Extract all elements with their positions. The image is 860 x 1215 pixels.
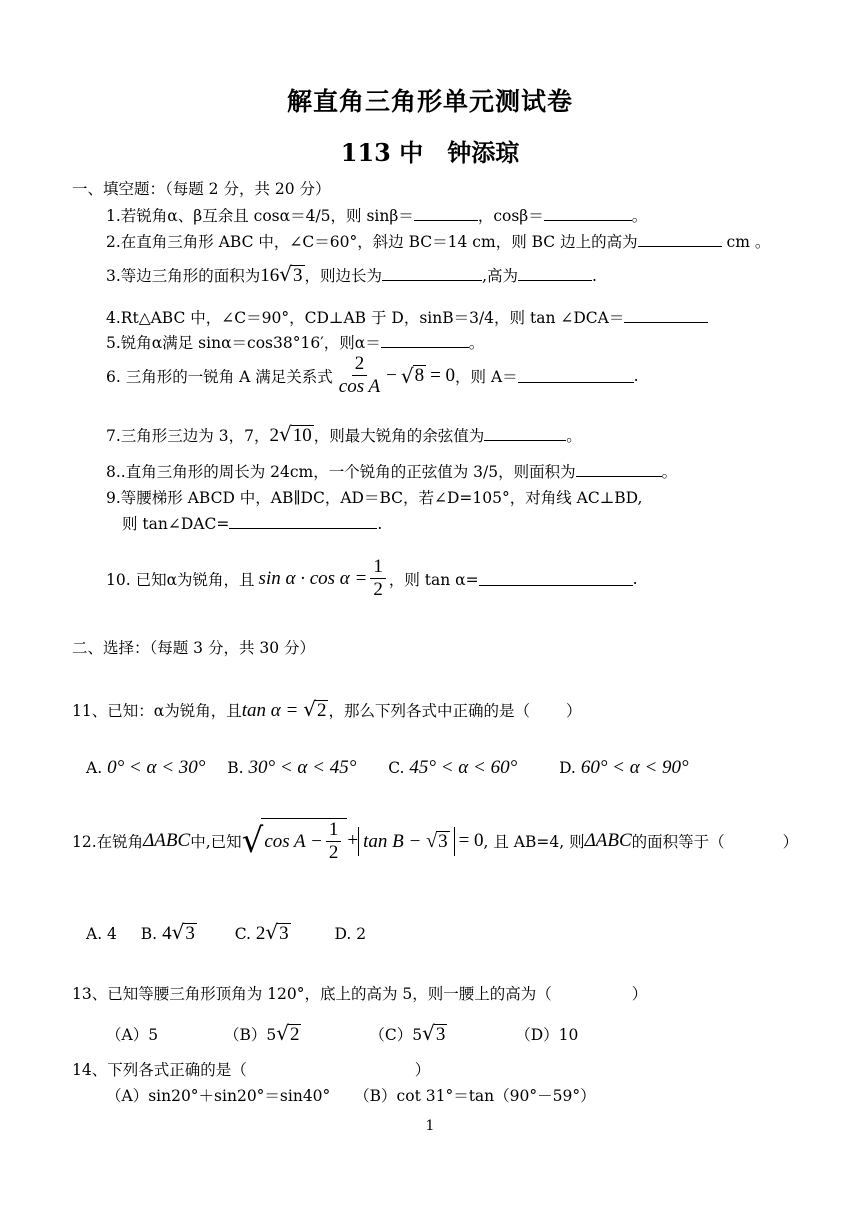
q12-text-b: 中,已知	[190, 833, 242, 852]
q3-coef: 16	[260, 265, 280, 286]
option-b-label: （B）5	[223, 1026, 277, 1044]
author-line: 113 中 钟添琼	[340, 138, 520, 167]
option-c-label: C.	[234, 925, 251, 943]
q3-radicand: 3	[293, 265, 303, 286]
q2-unit: cm 。	[726, 233, 771, 251]
sqrt-icon: √	[426, 830, 438, 853]
q6-radicand: 8	[414, 364, 425, 386]
q12-triangle: ΔABC	[143, 830, 191, 852]
q10-text-c: .	[632, 569, 638, 588]
q6-text-b: ，则 A＝	[455, 367, 518, 386]
q8-text-b: 。	[661, 463, 678, 481]
q3-text-c: ,高为	[482, 267, 518, 285]
q1-text: 1.若锐角α、β互余且 cosα＝4/5，则 sinβ＝	[106, 207, 414, 225]
q6-numerator: 2	[352, 353, 368, 376]
q12-text-c: , 且 AB=4, 则	[483, 833, 585, 852]
question-12-options	[86, 920, 366, 945]
q7-coef: 2	[269, 425, 279, 446]
question-14	[72, 1058, 430, 1080]
q12-text-d: 的面积等于（	[631, 833, 725, 852]
q12-tan: tan B −	[363, 831, 422, 853]
option-c-coef: 2	[255, 923, 266, 944]
option-d-label: D.	[559, 759, 576, 777]
sqrt-icon: √	[241, 821, 264, 862]
q12-denominator: 2	[328, 841, 339, 863]
q9-text-c: .	[377, 515, 383, 533]
option-a: A. 4	[86, 925, 117, 943]
q5-text: 5.锐角α满足 sinα＝cos38°16′，则α＝	[106, 334, 381, 352]
q1-text-c: 。	[631, 207, 648, 225]
q12-triangle-2: ΔABC	[584, 830, 632, 852]
q11-text-b: ，那么下列各式中正确的是（	[328, 702, 530, 720]
option-d: （D）10	[515, 1026, 579, 1044]
q11-expression: tan α =	[241, 700, 299, 721]
option-d: 60° < α < 90°	[580, 757, 689, 778]
answer-blank	[576, 462, 662, 477]
q12-cos: cos A −	[264, 830, 323, 852]
option-b-label: B.	[227, 759, 244, 777]
option-c: 45° < α < 60°	[409, 757, 518, 778]
option-b-radicand: 2	[289, 1024, 300, 1045]
q6-text-c: .	[633, 366, 639, 385]
answer-blank	[638, 232, 722, 247]
option-a: 0° < α < 30°	[107, 757, 206, 778]
q3-text: 3.等边三角形的面积为	[106, 267, 261, 285]
sqrt-icon: √	[265, 920, 279, 944]
q14-text: 14、下列各式正确的是（	[72, 1061, 247, 1079]
section-2-heading: 二、选择：（每题 3 分，共 30 分）	[72, 639, 316, 657]
option-b-radicand: 3	[185, 923, 195, 944]
sqrt-icon: √	[171, 920, 185, 944]
sqrt-icon: √	[303, 697, 316, 721]
q6-equals: = 0	[430, 364, 456, 386]
question-7	[106, 422, 582, 447]
page-number: 1	[425, 1118, 435, 1134]
sqrt-icon: √	[422, 1021, 435, 1045]
q12-radical	[261, 818, 347, 865]
question-12	[72, 818, 798, 865]
q6-minus: −	[386, 364, 397, 386]
answer-blank	[381, 333, 469, 348]
question-11-options	[86, 757, 689, 779]
q11-radicand: 2	[316, 700, 327, 721]
q11-text: 11、已知：α为锐角，且	[72, 702, 242, 720]
q12-text: 12.在锐角	[72, 833, 144, 852]
q12-equals: = 0	[458, 830, 484, 852]
option-c-label: （C）5	[369, 1026, 423, 1044]
q7-radicand: 10	[292, 425, 312, 446]
q3-text-d: .	[592, 267, 597, 285]
question-9	[106, 486, 642, 508]
option-b: （B）cot 31°＝tan（90°－59°）	[354, 1087, 596, 1105]
question-14-options	[106, 1084, 596, 1106]
question-9-line-2	[122, 512, 382, 534]
answer-blank	[479, 571, 633, 586]
q1-text-b: ，cosβ＝	[477, 207, 544, 225]
question-3	[106, 262, 597, 287]
q10-text-b: ，则 tan α=	[388, 570, 479, 589]
q5-text-b: 。	[468, 334, 485, 352]
option-b-label: B.	[140, 925, 158, 943]
question-5	[106, 331, 484, 353]
question-1	[106, 204, 647, 226]
q8-text: 8..直角三角形的周长为 24cm，一个锐角的正弦值为 3/5，则面积为	[106, 463, 576, 481]
q14-text-b: ）	[414, 1061, 431, 1079]
q10-denominator: 2	[373, 578, 383, 600]
q11-text-c: ）	[565, 702, 582, 720]
option-a-label: A.	[86, 759, 103, 777]
option-a: （A）5	[106, 1026, 159, 1044]
q12-plus: +	[347, 830, 359, 852]
page-title: 解直角三角形单元测试卷	[286, 87, 573, 116]
question-4	[106, 306, 708, 328]
option-d: D. 2	[334, 925, 367, 943]
option-c-radicand: 3	[435, 1024, 446, 1045]
q12-fraction	[326, 819, 342, 865]
option-c-label: C.	[388, 759, 405, 777]
q3-text-b: ，则边长为	[304, 267, 383, 285]
q12-abs	[358, 827, 454, 856]
q12-radicand: 3	[438, 831, 448, 853]
q10-fraction	[370, 556, 386, 602]
option-b: 30° < α < 45°	[248, 757, 357, 778]
q13-text: 13、已知等腰三角形顶角为 120°，底上的高为 5，则一腰上的高为（	[72, 985, 552, 1003]
question-8	[106, 460, 677, 482]
sqrt-icon: √	[279, 262, 293, 286]
q12-text-e: ）	[782, 833, 799, 852]
q12-numerator: 1	[326, 819, 342, 842]
q9-text-b: 则 tan∠DAC=	[122, 515, 230, 533]
answer-blank	[544, 206, 632, 221]
q9-text: 9.等腰梯形 ABCD 中，AB∥DC，AD＝BC，若∠D=105°，对角线 AC⊥BD,	[106, 489, 643, 507]
q7-text-c: 。	[566, 427, 582, 445]
answer-blank	[414, 206, 478, 221]
question-6	[106, 353, 639, 399]
answer-blank	[484, 426, 566, 441]
sqrt-icon: √	[276, 1021, 289, 1045]
q10-text: 10. 已知α为锐角，且	[106, 570, 255, 589]
section-1-heading: 一、填空题：（每题 2 分，共 20 分）	[72, 180, 331, 198]
option-c-radicand: 3	[279, 923, 289, 944]
option-b-coef: 4	[162, 923, 172, 944]
sqrt-icon: √	[400, 363, 414, 388]
question-13-options	[106, 1021, 578, 1046]
question-2	[106, 230, 770, 252]
answer-blank	[518, 368, 634, 383]
question-10	[106, 556, 638, 602]
answer-blank	[229, 514, 377, 529]
option-a: （A）sin20°＋sin20°＝sin40°	[106, 1087, 331, 1105]
question-13	[72, 982, 647, 1004]
sqrt-icon: √	[278, 422, 292, 446]
q6-denominator: cos A	[338, 375, 381, 397]
q6-text: 6. 三角形的一锐角 A 满足关系式	[106, 367, 333, 386]
q4-text: 4.Rt△ABC 中，∠C＝90°，CD⊥AB 于 D，sinB＝3/4，则 tan ∠DCA＝	[106, 309, 625, 327]
q7-text: 7.三角形三边为 3，7，	[106, 427, 270, 445]
q2-text: 2.在直角三角形 ABC 中，∠C＝60°，斜边 BC＝14 cm，则 BC 边上的高为	[106, 233, 638, 251]
answer-blank	[624, 308, 708, 323]
q10-numerator: 1	[370, 556, 386, 579]
q6-fraction	[336, 353, 383, 399]
question-11	[72, 697, 582, 722]
q7-text-b: ，则最大锐角的余弦值为	[313, 427, 485, 445]
answer-blank	[382, 266, 482, 281]
q10-expression: sin α · cos α =	[258, 567, 368, 589]
q13-text-b: ）	[631, 985, 648, 1003]
answer-blank	[518, 266, 592, 281]
